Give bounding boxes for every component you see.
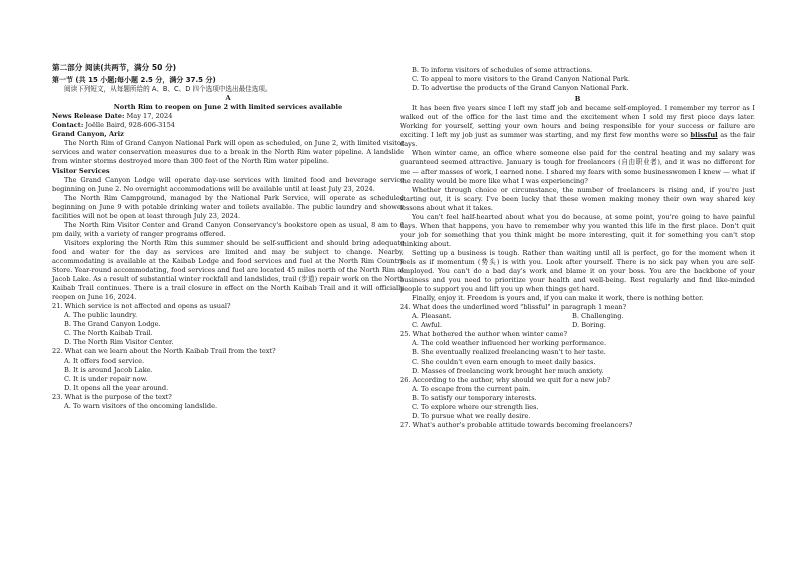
- option: C. To appeal to more visitors to the Grand Canyon National Park.: [412, 75, 630, 84]
- option: A. To warn visitors of the oncoming landslide.: [64, 401, 218, 410]
- passage-b-p5: Setting up a business is tough. Rather than waiting until all is perfect, go for the moment when it feels as if momentum (势头) is with you. Look after yourself. There is no sick pay when you are self-employed. You can't do a bad day's work and blame it on your boss. You are the backbone of your business and you need to prioritize your health and well-being. Rest regularly and find like-minded people to support you and lift you up when things get hard.: [400, 248, 755, 294]
- option: C. It is under repair now.: [64, 374, 148, 383]
- p1-after: as the fair days.: [400, 131, 755, 149]
- contact-line: [52, 121, 404, 130]
- option: C. Awful.: [412, 321, 443, 330]
- passage-b-letter: B: [574, 95, 581, 104]
- question-27: 27. What's author's probable attitude towards becoming freelancers?: [400, 420, 633, 429]
- release-label: News Release Date:: [52, 112, 125, 121]
- release-date: May 17, 2024: [126, 112, 173, 121]
- right-column: [400, 66, 755, 430]
- passage-b-p3: Whether through choice or circumstance, the number of freelancers is rising and, if you're just starting out, it is scary. I've been lucky that these women making money their own way shared key lessons about what it takes.: [400, 185, 755, 212]
- option: D. To pursue what we really desire.: [412, 411, 531, 420]
- contact-label: Contact:: [52, 121, 84, 130]
- location: Grand Canyon, Ariz: [52, 130, 124, 139]
- passage-a-p5: Visitors exploring the North Rim this summer should be self-sufficient and should bring adequate food and water for the day as services are limited and may be subject to change. Nearby, accommodating is available at the Kaibab Lodge and food services and fuel at the North Rim Country Store. Year-round accommodating, food services and fuel are located 45 miles north of the North Rim at Jacob Lake. As a result of substantial winter rockfall and landslides, trail (步道) repair work on the North Kaibab Trail continues. There is a trail closure in effect on the North Kaibab Trail and it will officially reopen on June 16, 2024.: [52, 238, 404, 302]
- option: D. It opens all the year around.: [64, 383, 169, 392]
- option: D. Boring.: [572, 321, 606, 330]
- passage-a-p1: The North Rim of Grand Canyon National Park will open as scheduled, on June 2, with limited visitor services and water conservation measures due to a break in the North Rim water pipeline. A landslide from winter storms destroyed more than 300 feet of the North Rim water pipeline.: [52, 139, 404, 166]
- instruction: 阅读下列短文，从每题所给的 A、B、C、D 四个选项中选出最佳选项。: [64, 85, 272, 94]
- passage-b-p4: You can't feel half-hearted about what you do because, at some point, you're going to have painful days. When that happens, you have to remember why you wanted this life in the first place. Don't quit your job for something that you think might be more interesting, quit it for something you can't stop thinking about.: [400, 212, 755, 248]
- option: B. To inform visitors of schedules of some attractions.: [412, 66, 593, 74]
- option: A. It offers food service.: [64, 356, 145, 365]
- question-22: 22. What can we learn about the North Kaibab Trail from the text?: [52, 347, 276, 356]
- option: C. The North Kaibab Trail.: [64, 329, 153, 338]
- option: A. To escape from the current pain.: [412, 384, 531, 393]
- option: A. Pleasant.: [412, 312, 452, 321]
- release-date-line: [52, 112, 404, 121]
- option: B. Challenging.: [572, 312, 624, 321]
- p1-before: It has been five years since I left my staff job and became self-employed. I remember my terror as I walked out of the office for the last time and the excitement when I sold my first piece days later. Working for yourself, setting your own hours and being responsible for your success or failure are exciting. I left my job just as summer was starting, and my first few months were so: [400, 104, 755, 140]
- option-row: [412, 312, 755, 321]
- passage-a-p2: The Grand Canyon Lodge will operate day-use services with limited food and beverage service beginning on June 2. No overnight accommodations will be available until at least July 23, 2024.: [52, 175, 404, 193]
- option: D. To advertise the products of the Grand Canyon National Park.: [412, 84, 629, 93]
- section-subtitle: 第一节 (共 15 小题;每小题 2.5 分，满分 37.5 分): [52, 76, 216, 85]
- question-25: 25. What bothered the author when winter came?: [400, 330, 568, 339]
- passage-b-p1: [400, 104, 755, 149]
- option: C. She couldn't even earn enough to meet daily basics.: [412, 357, 596, 366]
- passage-b-p2: When winter came, an office where someone else paid for the central heating and my salary was guaranteed seemed attractive. January is tough for freelancers (自由职业者), and it was no different for me — after masses of work, I earned none. I shared my fears with some businesswomen I knew — what if the reality would be more like what I was experiencing?: [400, 149, 755, 185]
- option: A. The cold weather influenced her working performance.: [412, 339, 607, 348]
- option: B. The Grand Canyon Lodge.: [64, 320, 161, 329]
- question-26: 26. According to the author, why should we quit for a new job?: [400, 375, 611, 384]
- passage-b-p6: Finally, enjoy it. Freedom is yours and, if you can make it work, there is nothing better.: [412, 294, 704, 303]
- option: D. Masses of freelancing work brought her much anxiety.: [412, 366, 604, 375]
- question-24: 24. What does the underlined word "blissful" in paragraph 1 mean?: [400, 303, 627, 312]
- question-23: 23. What is the purpose of the text?: [52, 392, 172, 401]
- option-row: [412, 321, 755, 330]
- underlined-word: blissful: [690, 131, 718, 140]
- option: D. The North Rim Visitor Center.: [64, 338, 174, 347]
- option: A. The public laundry.: [64, 311, 138, 320]
- option: B. She eventually realized freelancing wasn't to her taste.: [412, 348, 606, 357]
- passage-a-letter: A: [225, 94, 231, 103]
- part-title: 第二部分 阅读(共两节，满分 50 分): [52, 63, 177, 72]
- passage-a-p4: The North Rim Visitor Center and Grand Canyon Conservancy's bookstore open as usual, 8 am to 6 pm daily, with a variety of ranger programs offered.: [52, 220, 404, 238]
- question-21: 21. Which service is not affected and opens as usual?: [52, 302, 231, 311]
- left-column: [52, 63, 404, 411]
- option: B. To satisfy our temporary interests.: [412, 393, 537, 402]
- passage-a-p3: The North Rim Campground, managed by the National Park Service, will operate as scheduled beginning on June 9 with potable drinking water and toilets available. The public laundry and shower facilities will not be open at least through July 23, 2024.: [52, 193, 404, 220]
- visitor-services-heading: Visitor Services: [52, 166, 110, 175]
- passage-a-headline: North Rim to reopen on June 2 with limited services available: [113, 103, 343, 112]
- option: C. To explore where our strength lies.: [412, 402, 539, 411]
- option: B. It is around Jacob Lake.: [64, 365, 153, 374]
- contact-value: Joëlle Baird, 928-606-3154: [85, 121, 175, 130]
